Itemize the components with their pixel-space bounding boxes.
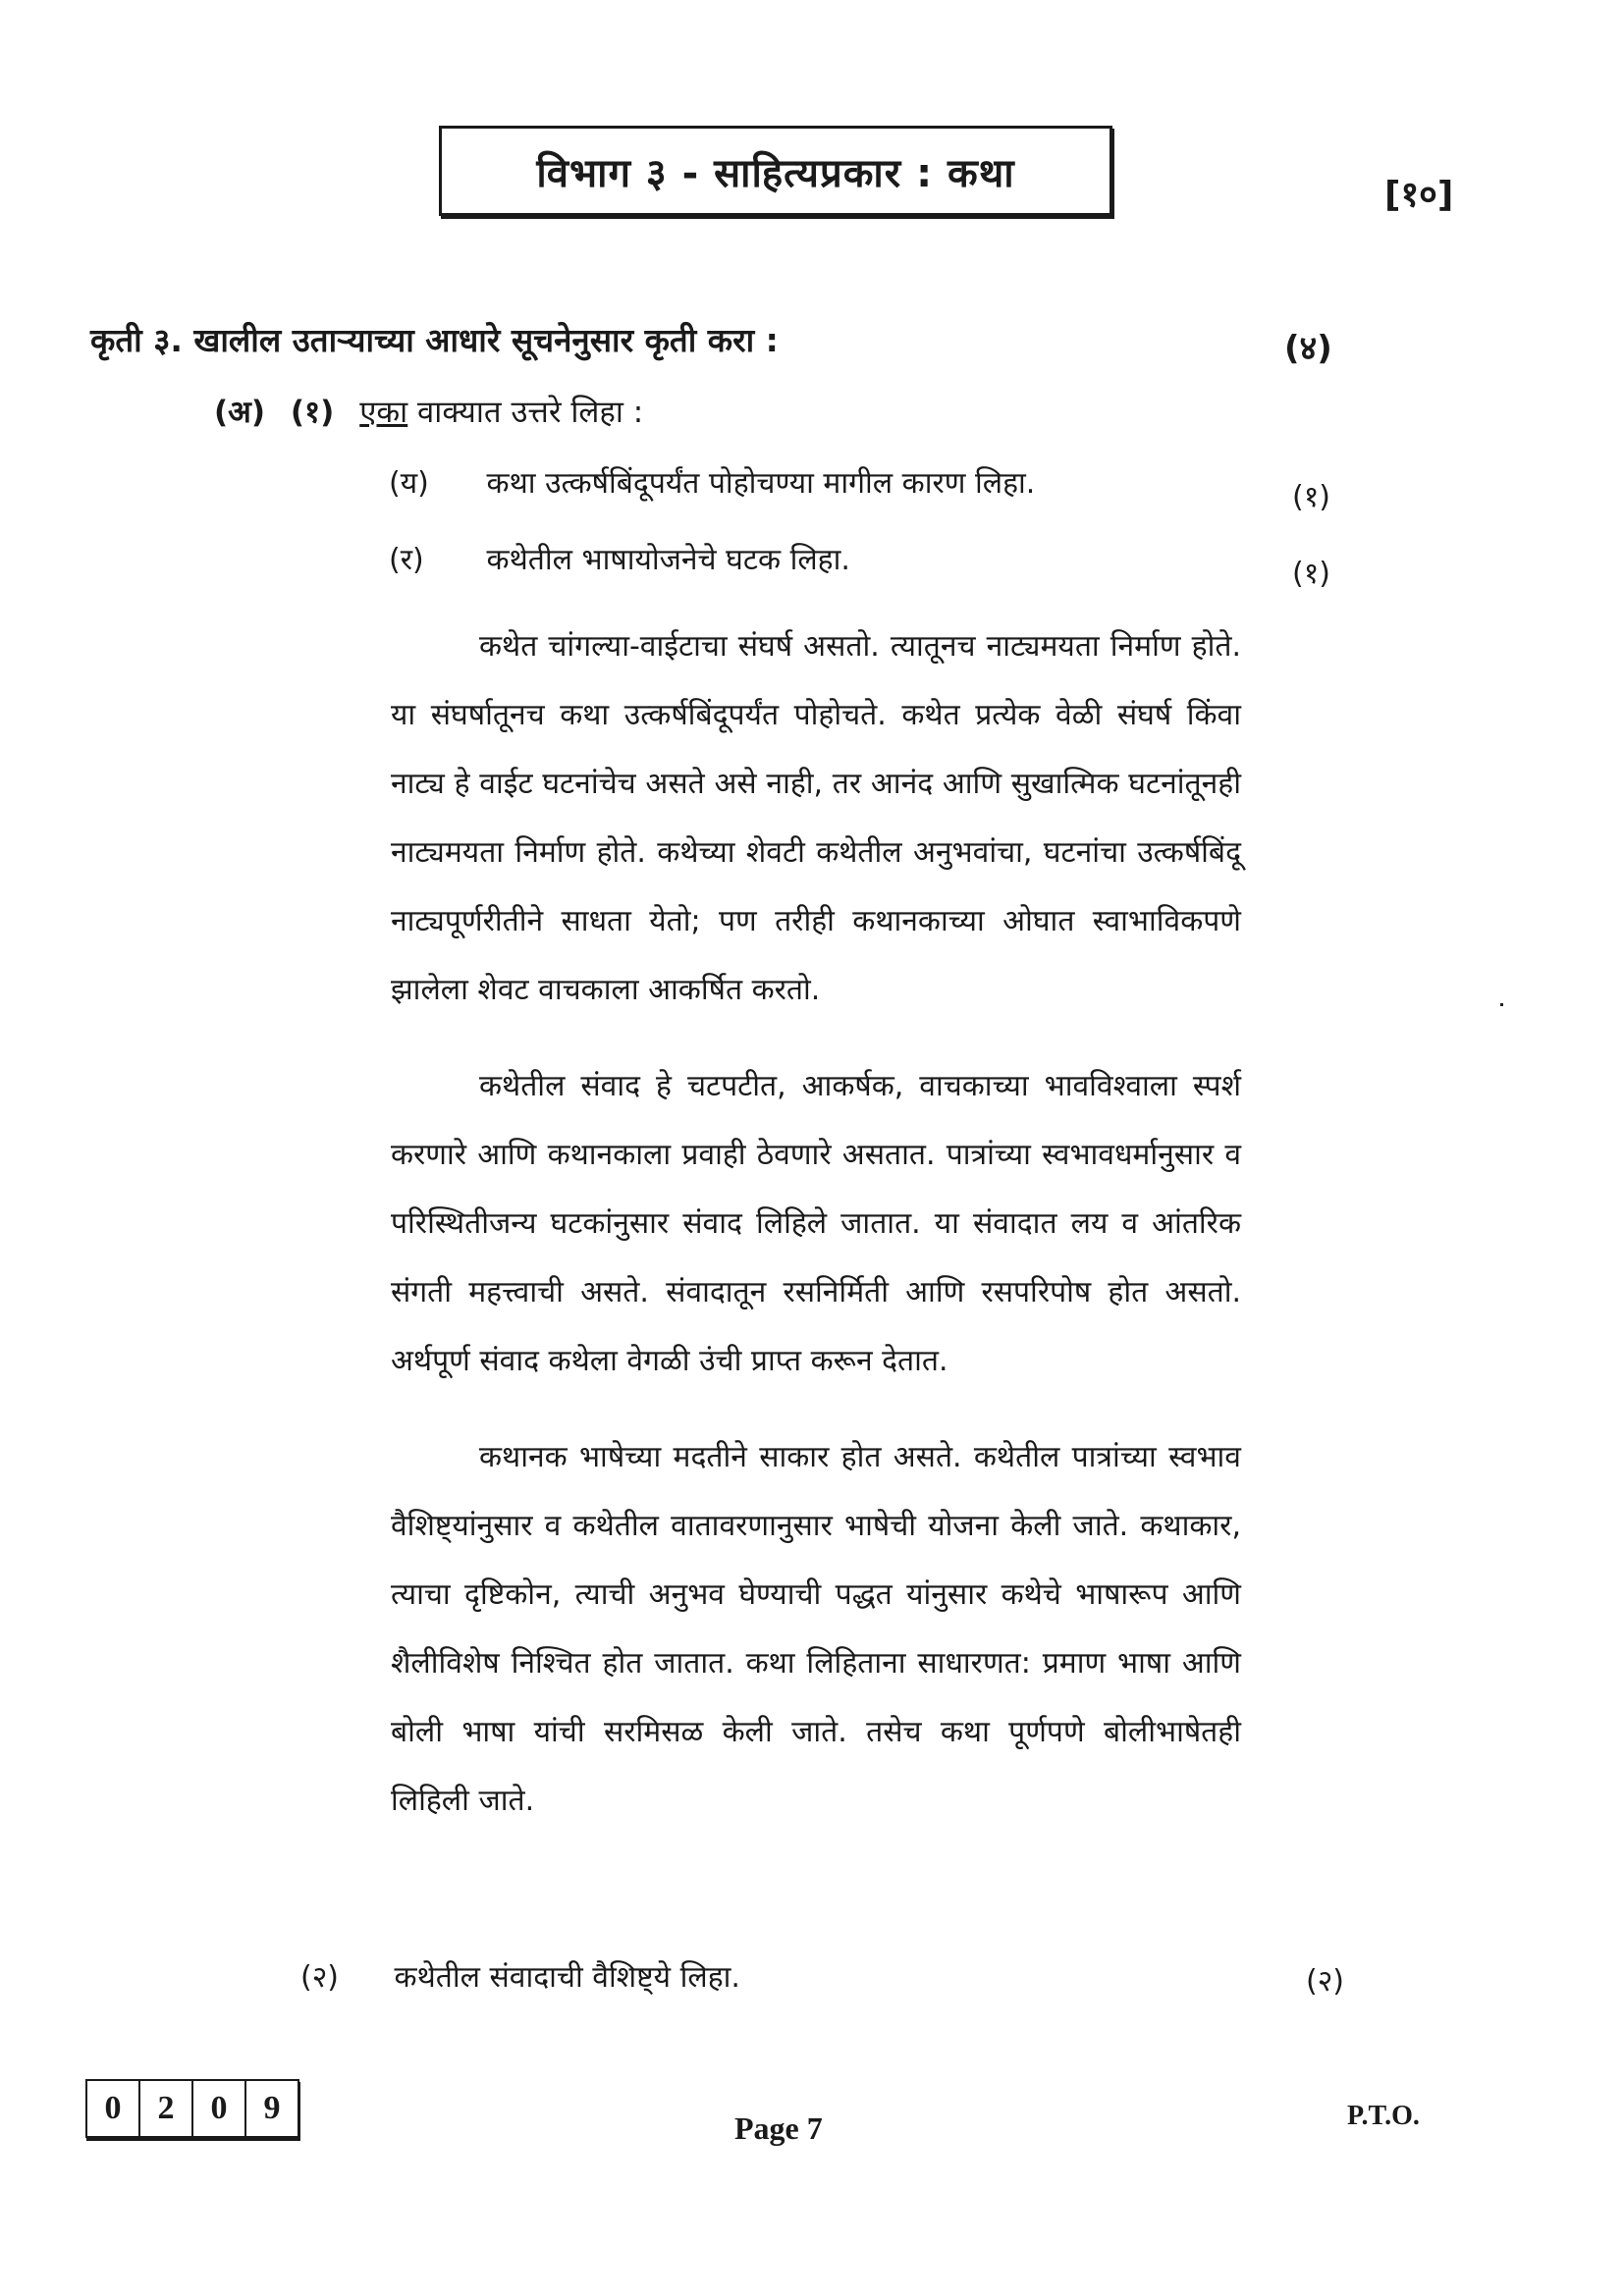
sub-item-ra — [389, 538, 850, 578]
sub1-instruction: वाक्यात उत्तरे लिहा : — [407, 395, 644, 430]
part-a-sub1-heading — [214, 391, 643, 432]
item-text: कथेतील भाषायोजनेचे घटक लिहा. — [486, 543, 850, 577]
item-text: कथा उत्कर्षबिंदूपर्यंत पोहोचण्या मागील कारण लिहा. — [486, 466, 1036, 501]
question-label: कृती ३. — [90, 321, 183, 359]
sub1-instruction-underlined: एका — [359, 395, 408, 430]
pto-label: P.T.O. — [1347, 2101, 1420, 2131]
question-heading — [90, 317, 779, 361]
section-title: विभाग ३ - साहित्यप्रकार : कथा — [536, 150, 1015, 196]
item-label: (र) — [389, 543, 424, 577]
item-label: (य) — [389, 466, 429, 501]
passage-paragraph: कथानक भाषेच्या मदतीने साकार होत असते. कथेतील पात्रांच्या स्वभाव वैशिष्ट्यांनुसार व कथेतील वातावरणानुसार भाषेची योजना केली जाते. कथाकार, त्याचा दृष्टिकोन, त्याची अनुभव घेण्याची पद्धत यांनुसार कथेचे भाषारूप आणि शैलीविशेष निश्चित होत जातात. कथा लिहिताना साधारणत: प्रमाण भाषा आणि बोली भाषा यांची सरमिसळ केली जाते. तसेच कथा पूर्णपणे बोलीभाषेतही लिहिली जाते. — [391, 1440, 1241, 1818]
paper-code-box — [85, 2079, 299, 2138]
sub-item-ya — [389, 461, 1035, 502]
item-marks: (१) — [1292, 557, 1331, 591]
section-header-box — [439, 126, 1112, 216]
question-marks: (४) — [1284, 329, 1332, 368]
sub2-question — [300, 1955, 740, 1996]
sub1-label: (१) — [290, 395, 335, 430]
passage-paragraph: कथेत चांगल्या-वाईटाचा संघर्ष असतो. त्यातूनच नाट्यमयता निर्माण होते. या संघर्षातूनच कथा उत्कर्षबिंदूपर्यंत पोहोचते. कथेत प्रत्येक वेळी संघर्ष किंवा नाट्य हे वाईट घटनांचेच असते असे नाही, तर आनंद आणि सुखात्मिक घटनांतूनही नाट्यमयता निर्माण होते. कथेच्या शेवटी कथेतील अनुभवांचा, घटनांचा उत्कर्षबिंदू नाट्यपूर्णरीतीने साधता येतो; पण तरीही कथानकाच्या ओघात स्वाभाविकपणे झालेला शेवट वाचकाला आकर्षित करतो. — [391, 629, 1241, 1007]
page-number: Page 7 — [734, 2110, 823, 2146]
item-marks: (१) — [1292, 480, 1331, 514]
section-total-marks: [१०] — [1384, 175, 1454, 215]
part-a-label: (अ) — [214, 395, 266, 430]
code-digit: 0 — [87, 2081, 140, 2136]
passage — [391, 613, 1241, 1863]
passage-paragraph: कथेतील संवाद हे चटपटीत, आकर्षक, वाचकाच्या भावविश्वाला स्पर्श करणारे आणि कथानकाला प्रवाही ठेवणारे असतात. पात्रांच्या स्वभावधर्मानुसार व परिस्थितीजन्य घटकांनुसार संवाद लिहिले जातात. या संवादात लय व आंतरिक संगती महत्त्वाची असते. संवादातून रसनिर्मिती आणि रसपरिपोष होत असतो. अर्थपूर्ण संवाद कथेला वेगळी उंची प्राप्त करून देतात. — [391, 1069, 1241, 1378]
scan-artifact — [1500, 1003, 1503, 1006]
code-digit: 9 — [263, 2090, 281, 2126]
sub2-marks: (२) — [1306, 1964, 1345, 1999]
sub2-label: (२) — [300, 1960, 340, 1995]
code-digit: 0 — [193, 2081, 246, 2136]
code-digit: 2 — [140, 2081, 193, 2136]
question-instruction: खालील उताऱ्याच्या आधारे सूचनेनुसार कृती करा : — [193, 321, 779, 359]
sub2-text: कथेतील संवादाची वैशिष्ट्ये लिहा. — [394, 1960, 740, 1995]
